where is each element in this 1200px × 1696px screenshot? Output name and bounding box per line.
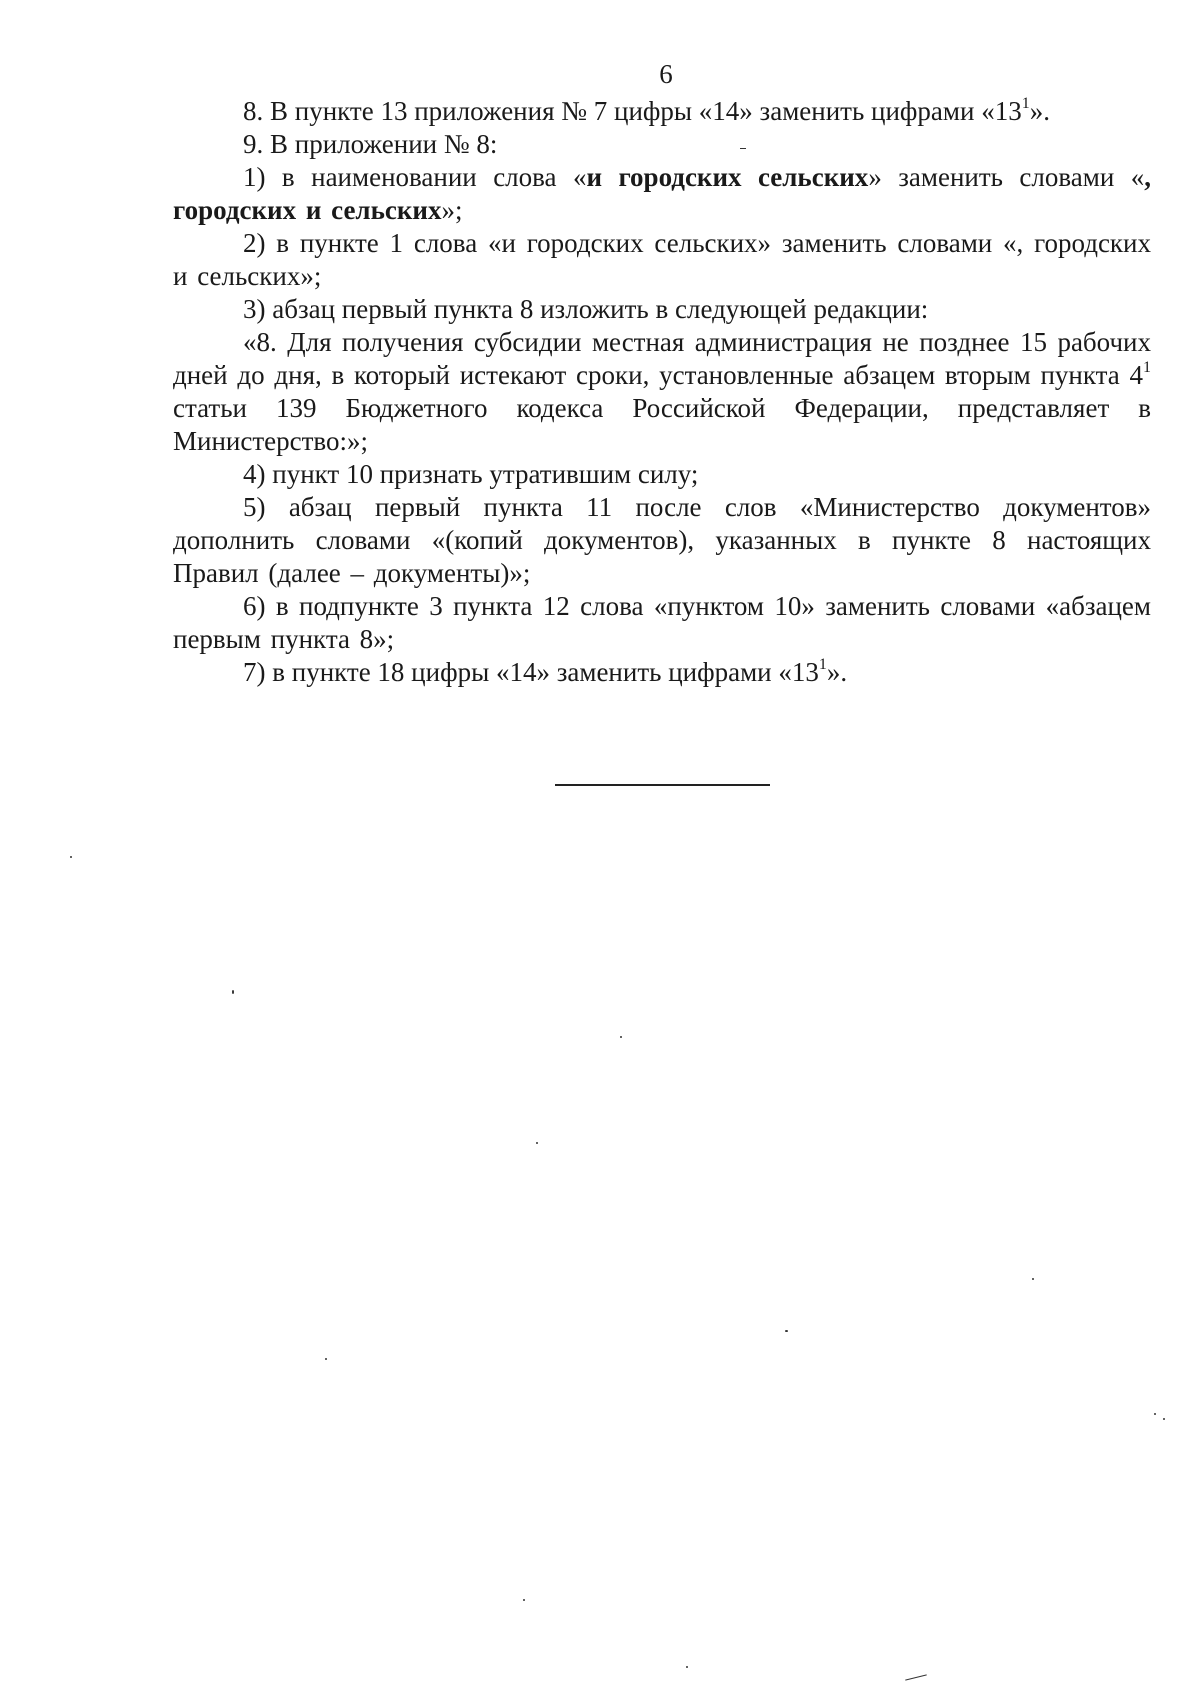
subitem-6: 6) в подпункте 3 пункта 12 слова «пунктом 10» заменить словами «абзацем первым пункта 8»; [173, 591, 1151, 654]
paragraph-text: «8. Для получения субсидии местная администрация не позднее 15 рабочих дней до дня, в который истекают сроки, установленные абзацем вторым пункта 4 [173, 327, 1151, 390]
superscript: 1 [818, 656, 827, 673]
bold-phrase: и городских сельских [586, 162, 869, 192]
scan-speck [70, 856, 72, 858]
subitem-5: 5) абзац первый пункта 11 после слов «Министерство документов» дополнить словами «(копий документов), указанных в пункте 8 настоящих Правил (далее – документы)»; [173, 492, 1151, 588]
paragraph-text: »; [441, 195, 463, 225]
scan-speck [740, 148, 746, 149]
subitem-4: 4) пункт 10 признать утратившим силу; [243, 459, 699, 489]
paragraph-text: статьи 139 Бюджетного кодекса Российской Федерации, представляет в Министерство:»; [173, 393, 1151, 456]
page-number: 6 [659, 59, 673, 89]
subitem-3: 3) абзац первый пункта 8 изложить в следующей редакции: [243, 294, 929, 324]
bold-phrase: , городских и сельских [173, 162, 1151, 225]
superscript: 1 [1143, 359, 1151, 376]
scan-speck [905, 1674, 927, 1680]
scan-speck [1154, 1413, 1156, 1415]
scan-speck [620, 1036, 622, 1038]
paragraph-text: ». [826, 657, 848, 687]
paragraph-item-8 [173, 95, 1151, 128]
subitem-3-quote [173, 326, 1151, 458]
scan-speck [523, 1599, 525, 1601]
subitem-2: 2) в пункте 1 слова «и городских сельских» заменить словами «, городских и сельских»; [173, 228, 1151, 291]
superscript: 1 [1021, 95, 1030, 112]
scan-speck [325, 1358, 327, 1360]
paragraph-text: 8. В пункте 13 приложения № 7 цифры «14» заменить цифрами «13 [243, 96, 1022, 126]
end-divider-line [555, 784, 770, 786]
subitem-1 [173, 161, 1151, 227]
scan-speck [686, 1666, 688, 1668]
scan-speck [785, 1330, 788, 1332]
scan-speck [1163, 1418, 1165, 1420]
scan-speck [232, 990, 234, 994]
scan-speck [536, 1142, 538, 1144]
paragraph-text: 7) в пункте 18 цифры «14» заменить цифрами «13 [243, 657, 819, 687]
paragraph-text: ». [1029, 96, 1050, 126]
document-body [173, 95, 1151, 689]
paragraph-item-9: 9. В приложении № 8: [243, 129, 498, 159]
subitem-7 [173, 656, 1151, 689]
scan-speck [1032, 1278, 1034, 1280]
paragraph-text: » заменить словами « [868, 162, 1145, 192]
paragraph-text: 1) в наименовании слова « [243, 162, 587, 192]
